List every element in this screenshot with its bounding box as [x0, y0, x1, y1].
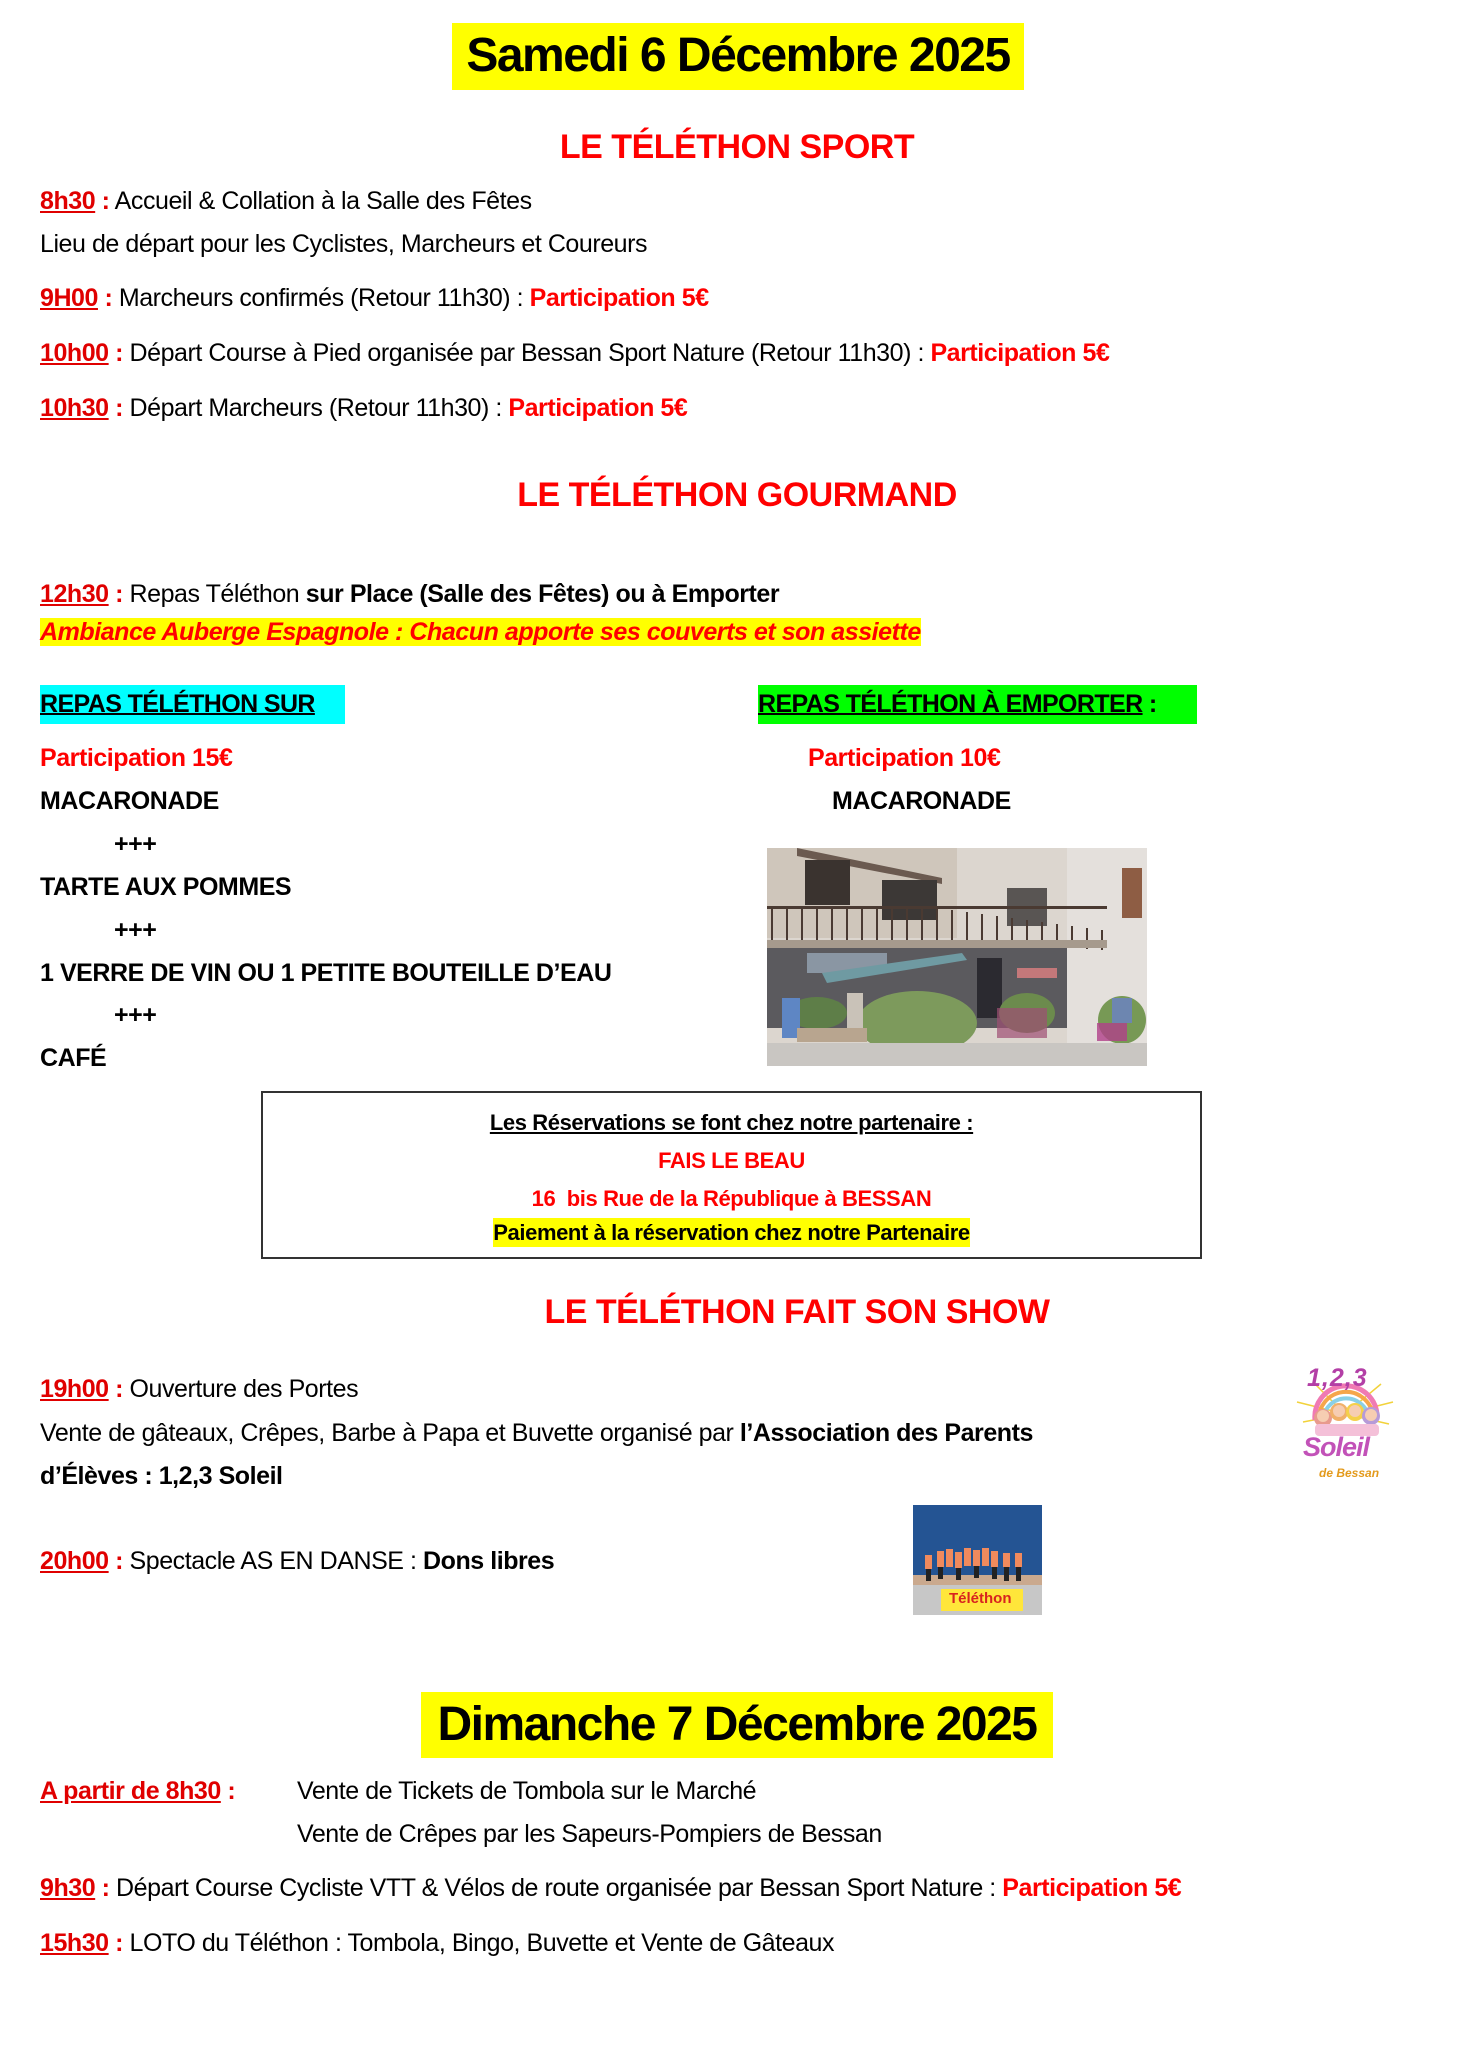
time-colon: :: [108, 1547, 124, 1575]
sunday-title: Dimanche 7 Décembre 2025: [421, 1692, 1053, 1758]
onsite-price: Participation 15€: [40, 744, 233, 772]
payment-note: [263, 1220, 1200, 1246]
soleil-logo: [1293, 1362, 1397, 1488]
takeaway-menu-item: MACARONADE: [832, 787, 1011, 815]
item-text: Vente de gâteaux, Crêpes, Barbe à Papa et Buvette organisé par: [40, 1419, 740, 1447]
show-item-3: [40, 1545, 554, 1577]
time-colon: :: [95, 187, 110, 215]
sunday-item-0: [40, 1775, 235, 1807]
time-colon: :: [220, 1777, 236, 1805]
payment-note-text: Paiement à la réservation chez notre Partenaire: [493, 1220, 970, 1245]
sunday-item-0-text: Vente de Tickets de Tombola sur le Marché: [297, 1777, 757, 1805]
time-label: A partir de 8h30: [40, 1777, 221, 1805]
logo-text-numbers: 1,2,3: [1307, 1364, 1368, 1392]
logo-text-soleil: Soleil: [1303, 1432, 1370, 1462]
item-text: LOTO du Téléthon : Tombola, Bingo, Buvette et Vente de Gâteaux: [123, 1929, 835, 1957]
partner-name: FAIS LE BEAU: [658, 1148, 805, 1173]
item-text: Ouverture des Portes: [123, 1375, 359, 1403]
sport-heading: LE TÉLÉTHON SPORT: [559, 128, 915, 166]
item-text: Lieu de départ pour les Cyclistes, Marcheurs et Coureurs: [40, 230, 648, 258]
reservation-intro-text: Les Réservations se font chez notre partenaire :: [489, 1110, 974, 1135]
time-colon: :: [108, 580, 124, 608]
onsite-menu-item: TARTE AUX POMMES: [40, 873, 292, 901]
show-item-0: [40, 1373, 358, 1405]
item-text: Départ Marcheurs (Retour 11h30) :: [123, 394, 509, 422]
time-label: 15h30: [40, 1929, 109, 1957]
time-label: 9h30: [40, 1874, 96, 1902]
time-label: 9H00: [40, 284, 98, 312]
dance-photo: [913, 1505, 1042, 1615]
takeaway-heading-colon: :: [1142, 690, 1157, 718]
ambiance-note: [40, 613, 921, 652]
show-item-1: [40, 1417, 1033, 1449]
item-text: Repas Téléthon: [123, 580, 306, 608]
price: Participation 5€: [508, 394, 688, 422]
onsite-menu-separator: +++: [114, 830, 157, 858]
item-text: Départ Course à Pied organisée par Bessan Sport Nature (Retour 11h30) :: [123, 339, 931, 367]
takeaway-price: Participation 10€: [808, 744, 1001, 772]
onsite-menu-item: 1 VERRE DE VIN OU 1 PETITE BOUTEILLE D’EAU: [40, 959, 612, 987]
item-text: Spectacle AS EN DANSE :: [123, 1547, 424, 1575]
show-heading: LE TÉLÉTHON FAIT SON SHOW: [544, 1293, 1050, 1331]
onsite-menu-item: MACARONADE: [40, 787, 219, 815]
item-text-bold: d’Élèves : 1,2,3 Soleil: [40, 1462, 283, 1490]
price: Participation 5€: [529, 284, 709, 312]
restaurant-photo-image: [767, 848, 1147, 1066]
ambiance-text: Ambiance Auberge Espagnole : Chacun apporte ses couverts et son assiette: [40, 618, 921, 646]
sport-item-2: [40, 282, 709, 314]
time-colon: :: [95, 1874, 110, 1902]
gourmand-intro: [40, 578, 779, 610]
price: Participation 5€: [930, 339, 1110, 367]
takeaway-heading: [758, 685, 1197, 724]
takeaway-heading-text: REPAS TÉLÉTHON À EMPORTER: [758, 690, 1143, 718]
reservation-intro: [263, 1110, 1200, 1136]
item-text-bold: sur Place (Salle des Fêtes) ou à Emporter: [305, 580, 780, 608]
sport-item-0: [40, 185, 532, 217]
partner-address: 16 bis Rue de la République à BESSAN: [531, 1186, 932, 1211]
sport-item-3: [40, 337, 1109, 369]
time-label: 12h30: [40, 580, 109, 608]
reservation-box: [261, 1091, 1202, 1259]
time-label: 20h00: [40, 1547, 109, 1575]
time-colon: :: [108, 394, 124, 422]
restaurant-photo: [767, 848, 1147, 1066]
onsite-heading-text: REPAS TÉLÉTHON SUR: [40, 690, 315, 718]
price: Participation 5€: [1002, 1874, 1182, 1902]
gourmand-heading: LE TÉLÉTHON GOURMAND: [517, 476, 957, 514]
time-colon: :: [108, 339, 124, 367]
logo-text-town: de Bessan: [1319, 1466, 1380, 1480]
sunday-item-3: [40, 1927, 834, 1959]
onsite-menu-separator: +++: [114, 916, 157, 944]
saturday-title: Samedi 6 Décembre 2025: [452, 23, 1024, 90]
sunday-item-1: Vente de Crêpes par les Sapeurs-Pompiers de Bessan: [297, 1820, 882, 1848]
item-text: Accueil & Collation à la Salle des Fêtes: [109, 187, 532, 215]
time-colon: :: [108, 1375, 124, 1403]
item-text-bold: l’Association des Parents: [739, 1419, 1033, 1447]
time-colon: :: [97, 284, 113, 312]
dance-banner-text: Téléthon: [949, 1590, 1012, 1607]
time-label: 10h00: [40, 339, 109, 367]
item-text-bold: Dons libres: [423, 1547, 555, 1575]
show-item-2: [40, 1460, 283, 1492]
onsite-menu-separator: +++: [114, 1001, 157, 1029]
time-colon: :: [108, 1929, 124, 1957]
sport-item-1: [40, 228, 647, 260]
sunday-item-2: [40, 1872, 1181, 1904]
time-label: 10h30: [40, 394, 109, 422]
onsite-heading: [40, 685, 345, 724]
time-label: 19h00: [40, 1375, 109, 1403]
sport-item-4: [40, 392, 687, 424]
item-text: Départ Course Cycliste VTT & Vélos de route organisée par Bessan Sport Nature :: [109, 1874, 1003, 1902]
time-label: 8h30: [40, 187, 96, 215]
onsite-menu-item: CAFÉ: [40, 1044, 107, 1072]
item-text: Marcheurs confirmés (Retour 11h30) :: [112, 284, 530, 312]
